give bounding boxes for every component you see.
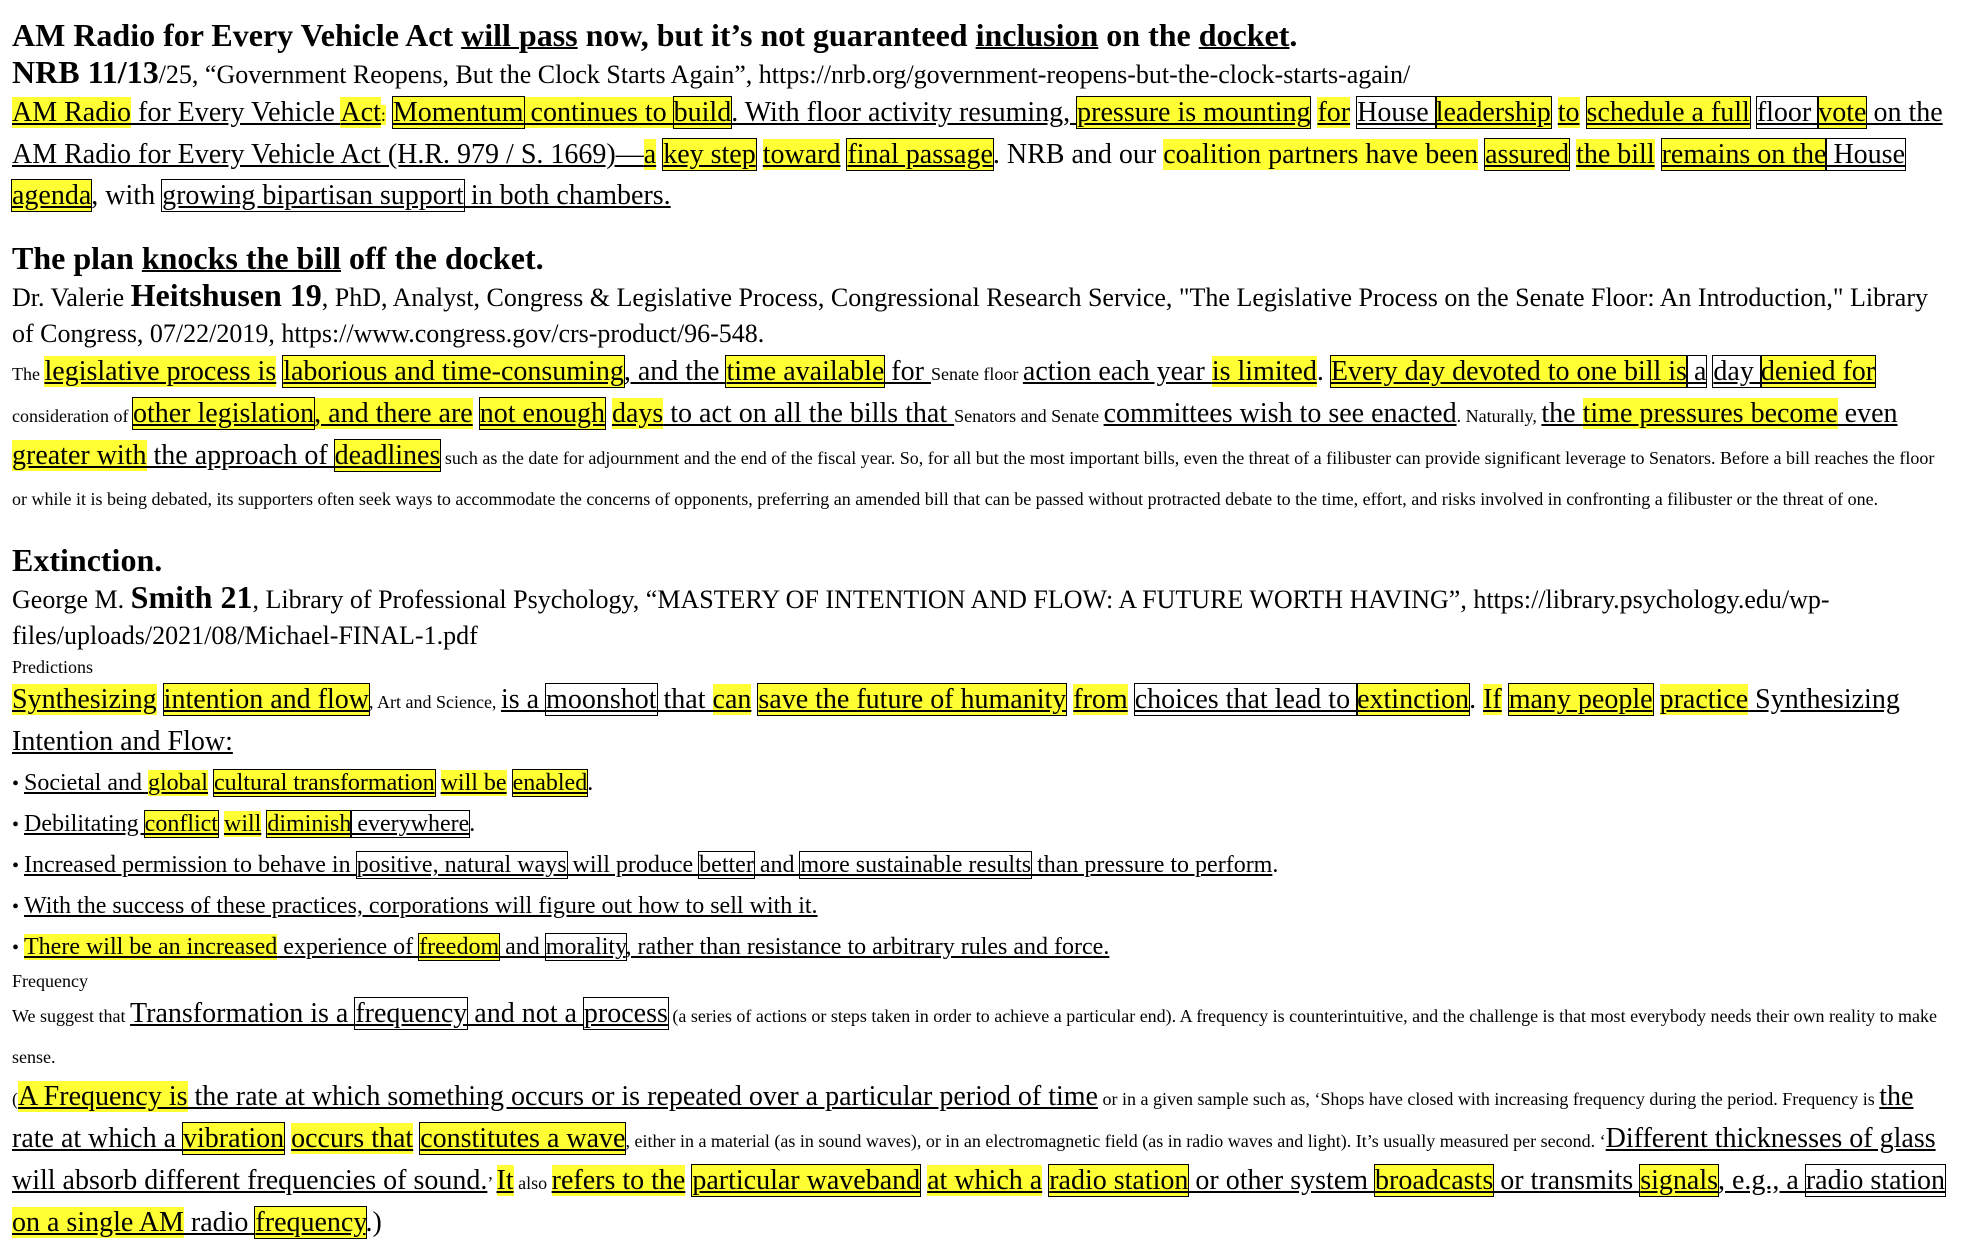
text-run: . [1316,356,1331,387]
text-run: . [1469,684,1484,715]
text-run: and [753,852,801,878]
text-run: . [1289,17,1298,53]
boxed-text: choices that lead to [1134,684,1358,715]
card-am-radio [12,16,1949,217]
text-run [507,770,513,796]
highlighted-text: time available [726,356,885,387]
text-run: . [469,811,476,837]
highlighted-text: It [496,1165,514,1196]
section-heading-frequency: Frequency [12,971,88,991]
highlighted-text: greater with [12,440,147,471]
boxed-text: day [1713,356,1761,387]
highlighted-text: key step [663,139,756,170]
text-run: George M. [12,585,131,614]
text-run [435,770,441,796]
text-run: experience of [277,934,420,960]
highlighted-text: broadcasts [1375,1165,1494,1196]
text-run: also [513,1173,552,1193]
text-run: for [884,356,931,387]
highlighted-text: will be [440,770,507,796]
text-run: Transformation is a [130,998,356,1029]
boxed-text: a [1686,356,1707,387]
highlighted-text: remains on the [1661,139,1827,170]
text-run: than pressure to perform [1031,852,1273,878]
highlighted-text: final passage [847,139,993,170]
text-run: . [1272,852,1279,878]
bullet-icon: • [12,814,25,836]
text-run: . With floor activity resuming, [731,97,1078,128]
text-run: and not a [467,998,584,1029]
text-run [1750,97,1757,128]
text-run: off the docket. [341,240,544,276]
text-run: . [587,770,594,796]
boxed-text: radio station [1805,1165,1946,1196]
highlighted-text: Synthesizing [12,684,157,715]
highlighted-text: particular waveband [692,1165,921,1196]
text-run: or other system [1188,1165,1376,1196]
highlighted-text: intention and flow [163,684,369,715]
bullet-item [12,886,1949,927]
text-run: , PhD, Analyst, Congress & Legislative Process, Congressional Research Service, "The Legislative Process on the Senate Floor: An Introduction," Library of Congress, 07/22/2019, https://www.congress.gov/crs-product/96-548. [12,283,1928,348]
text-run: .) [365,1207,382,1238]
text-run: even [1837,398,1898,429]
text-run: consideration of [12,406,133,426]
text-run [605,398,612,429]
card-body [12,352,1949,519]
highlighted-text: refers to the [551,1165,686,1196]
text-run [1128,684,1135,715]
card-cite [12,277,1949,352]
bullet-icon: • [12,896,25,918]
text-run: , either in a material (as in sound waves), or in an electromagnetic field (as in radio waves and light). It’s usually measured per second. ‘ [625,1131,1606,1151]
text-run: docket [1198,17,1290,53]
highlighted-text: signals [1640,1165,1718,1196]
highlighted-text: There will be an increased [24,934,278,960]
card-body-frequency [12,994,1949,1244]
text-run: inclusion [975,17,1099,53]
text-run: on the AM Radio for Every Vehicle Act (H.R. 979 / S. 1669)— [12,97,1943,170]
cite-author: Smith 21 [130,579,253,615]
text-run: knocks the bill [141,240,341,276]
highlighted-text: denied for [1760,356,1876,387]
highlighted-text: , and there are [314,398,473,429]
boxed-text: process [583,998,668,1029]
text-run: the rate at which a [12,1081,1914,1154]
text-run: Senate floor [930,364,1023,384]
highlighted-text: Momentum [392,97,524,128]
text-run: , Library of Professional Psychology, “MASTERY OF INTENTION AND FLOW: A FUTURE WORTH HAVING”, https://library.psychology.edu/wp-files/uploads/2021/08/Michael-FINAL-1.pdf [12,585,1830,650]
highlighted-text: from [1073,684,1128,715]
text-run: for Every Vehicle [131,97,341,128]
text-run [386,97,393,128]
highlighted-text: toward [762,139,841,170]
card-body [12,680,1949,763]
text-run: on the [1098,17,1199,53]
card-paragraph [12,994,1949,1077]
text-run [157,684,164,715]
text-run [1569,139,1576,170]
highlighted-text: Act [340,97,381,128]
highlighted-text: build [673,97,732,128]
text-run: such as the date for adjournment and the end of the fiscal year. So, for all but the most important bills, even the threat of a filibuster can provide significant leverage to Senators. Before a bill reaches the floor or while it is being debated, its supporters often seek ways to accommodate the concerns of opponents, preferring an amended bill that can be passed without protracted debate to the time, effort, and risks involved in confronting a filibuster or the threat of one. [12,448,1935,509]
card-tag [12,16,1949,54]
card-tag [12,541,1949,579]
text-run: Dr. Valerie [12,283,131,312]
boxed-text: growing bipartisan support [162,180,464,211]
text-run: the [1541,398,1583,429]
text-run: action each year [1022,356,1212,387]
highlighted-text: the bill [1576,139,1655,170]
text-run: Senators and Senate [954,406,1104,426]
highlighted-text: for [1317,97,1351,128]
text-run: the approach of [146,440,335,471]
text-run: AM Radio for Every Vehicle Act [12,17,462,53]
cite-author: Heitshusen 19 [130,277,322,313]
highlighted-text: Every day devoted to one bill is [1330,356,1687,387]
highlighted-text: to [1557,97,1580,128]
card-paragraph [12,352,1949,519]
text-run: (a series of actions or steps taken in order to achieve a particular end). A frequency is counterintuitive, and the challenge is that most everybody needs their own reality to make sense. [12,1006,1937,1067]
highlighted-text: agenda [12,180,92,211]
highlighted-text: will [223,811,262,837]
bullet-item [12,804,1949,845]
boxed-text: moonshot [546,684,657,715]
highlighted-text: radio station [1049,1165,1189,1196]
highlighted-text: vibration [183,1123,285,1154]
boxed-text: floor [1756,97,1819,128]
text-run: committees wish to see enacted [1103,398,1457,429]
text-run [756,139,763,170]
boxed-text: better [699,852,754,878]
boxed-text: everywhere [351,811,470,837]
text-run: is a [500,684,547,715]
highlighted-text: coalition partners have been [1163,139,1479,170]
boxed-text: positive, natural ways [356,852,567,878]
highlighted-text: pressure is mounting [1077,97,1311,128]
text-run: or transmits [1493,1165,1641,1196]
text-run: With the success of these practices, corporations will figure out how to sell with it. [24,893,818,919]
highlighted-text: time pressures become [1582,398,1838,429]
bullet-icon: • [12,773,25,795]
text-run: ( [12,1089,18,1109]
highlighted-text: deadlines [334,440,441,471]
highlighted-text: on a single AM [12,1207,184,1238]
highlighted-text: A Frequency is [18,1081,188,1112]
highlighted-text: other legislation [132,398,315,429]
text-run [473,398,480,429]
text-run: and [499,934,546,960]
bullet-item [12,927,1949,968]
bullet-icon: • [12,937,25,959]
highlighted-text: conflict [144,811,218,837]
highlighted-text: freedom [419,934,500,960]
highlighted-text: occurs that [291,1123,414,1154]
highlighted-text: is limited [1211,356,1317,387]
card-tag [12,239,1949,277]
text-run: to act on all the bills that [663,398,955,429]
text-run [1551,97,1558,128]
bullet-list [12,763,1949,968]
boxed-text: more sustainable results [800,852,1032,878]
highlighted-text: legislative process is [44,356,277,387]
text-run: ’ [487,1173,497,1193]
highlighted-text: extinction [1357,684,1470,715]
text-run: , with [91,180,163,211]
highlighted-text: not enough [479,398,605,429]
card-docket [12,239,1949,519]
card-extinction [12,541,1949,1244]
boxed-text: morality [545,934,626,960]
highlighted-text: global [147,770,208,796]
highlighted-text: If [1483,684,1502,715]
text-run: now, but it’s not guaranteed [577,17,976,53]
boxed-text: House [1357,97,1436,128]
highlighted-text: schedule a full [1586,97,1750,128]
text-run [1502,684,1509,715]
highlighted-text: enabled [512,770,588,796]
text-run [1653,684,1660,715]
highlighted-text: assured [1485,139,1570,170]
boxed-text: frequency [355,998,468,1029]
highlighted-text: a [643,139,657,170]
bullet-icon: • [12,855,25,877]
highlighted-text: at which a [927,1165,1043,1196]
card-paragraph [12,680,1949,763]
highlighted-text: laborious and time-consuming [283,356,624,387]
highlighted-text: vote [1818,97,1867,128]
highlighted-text: many people [1508,684,1653,715]
bullet-item [12,845,1949,886]
highlighted-text: days [611,398,664,429]
card-paragraph [12,93,1949,217]
card-cite [12,579,1949,654]
highlighted-text: save the future of humanity [758,684,1067,715]
text-run: Debilitating [24,811,145,837]
highlighted-text: leadership [1435,97,1551,128]
text-run: Extinction. [12,542,163,578]
text-run: will produce [566,852,700,878]
highlighted-text: cultural transformation [213,770,435,796]
text-run: will pass [461,17,578,53]
text-run: in both chambers. [463,180,671,211]
text-run: We suggest that [12,1006,131,1026]
highlighted-text: : [380,105,386,125]
cite-author: NRB 11/13 [12,54,159,90]
text-run: that [656,684,713,715]
bullet-item [12,763,1949,804]
text-run: . NRB and our [992,139,1164,170]
text-run: Societal and [24,770,148,796]
card-body [12,93,1949,217]
text-run [1655,139,1662,170]
text-run: , e.g., a [1718,1165,1806,1196]
text-run: , Art and Science, [368,692,501,712]
text-run: . Naturally, [1456,406,1542,426]
text-run: The [12,364,45,384]
highlighted-text: continues to [523,97,674,128]
highlighted-text: diminish [267,811,352,837]
boxed-text: House [1826,139,1905,170]
highlighted-text: frequency [255,1207,366,1238]
card-cite [12,54,1949,93]
text-run: Increased permission to behave in [24,852,357,878]
card-paragraph [12,1077,1949,1244]
section-heading-predictions: Predictions [12,657,93,677]
text-run: the rate at which something occurs or is repeated over a particular period of time [187,1081,1098,1112]
text-run: Synthesizing Intention and Flow: [12,684,1900,757]
text-run: or in a given sample such as, ‘Shops have closed with increasing frequency during the period. Frequency is [1097,1089,1880,1109]
text-run: radio [183,1207,256,1238]
text-run: , and the [623,356,727,387]
text-run: , rather than resistance to arbitrary rules and force. [625,934,1110,960]
highlighted-text: can [712,684,752,715]
highlighted-text: AM Radio [12,97,131,128]
text-run: Different thicknesses of glass will absorb different frequencies of sound. [12,1123,1936,1196]
text-run: The plan [12,240,142,276]
highlighted-text: practice [1659,684,1749,715]
text-run: /25, “Government Reopens, But the Clock Starts Again”, https://nrb.org/government-reopens-but-the-clock-starts-again/ [158,60,1411,89]
highlighted-text: constitutes a wave [420,1123,626,1154]
text-run [1580,97,1587,128]
